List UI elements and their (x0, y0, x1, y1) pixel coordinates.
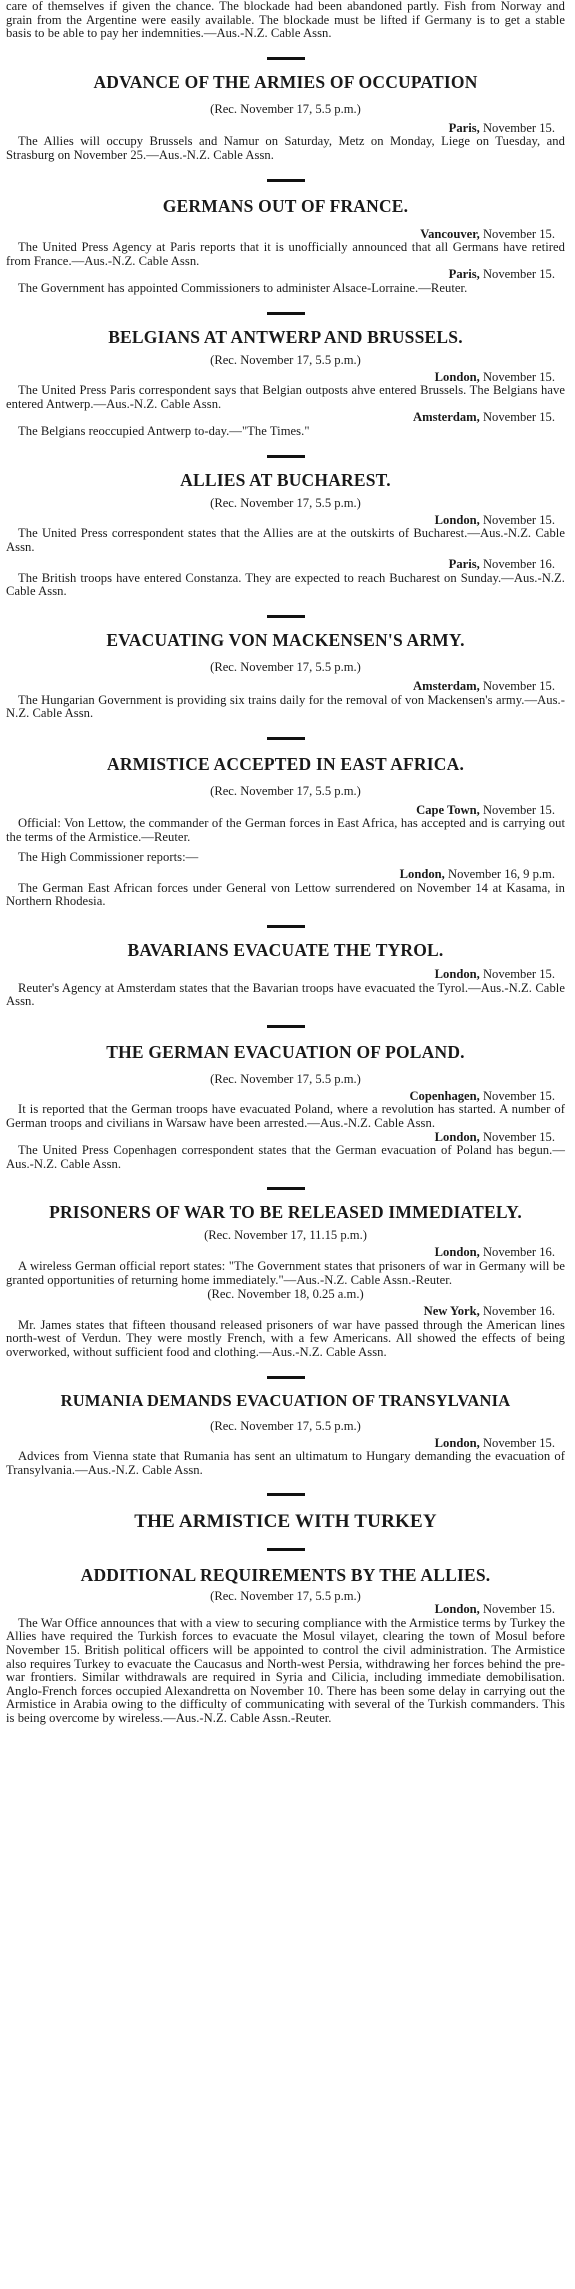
article-paragraph: Mr. James states that fifteen thousand released prisoners of war have passed through the American lines north-west of Verdun. They were mostly French, with a few Americans. All showed the effects of being overworked, without sufficient food and clothing.—Aus.-N.Z. Cable Assn. (6, 1317, 565, 1359)
dateline (6, 1131, 565, 1145)
article-heading: BAVARIANS EVACUATE THE TYROL. (127, 940, 444, 960)
dateline (6, 1305, 565, 1319)
dateline-date: November 15. (482, 369, 555, 384)
dateline (6, 1246, 565, 1260)
article-heading: ARMISTICE ACCEPTED IN EAST AFRICA. (106, 753, 465, 774)
article-paragraph: Reuter's Agency at Amsterdam states that the Bavarian troops have evacuated the Tyrol.—Aus.-N.Z. Cable Assn. (6, 980, 565, 1009)
dateline-date: November 15. (482, 512, 555, 527)
dateline-place: London, (434, 369, 480, 384)
dateline (6, 514, 565, 528)
article-paragraph: The German East African forces under General von Lettow surrendered on November 14 at Kasama, in Northern Rhodesia. (6, 880, 565, 909)
dateline (6, 1603, 565, 1617)
dateline-place: London, (434, 1129, 480, 1144)
dateline-place: London, (434, 1435, 480, 1450)
dateline (6, 268, 565, 282)
article-heading: ADVANCE OF THE ARMIES OF OCCUPATION (93, 71, 478, 92)
article-paragraph: The Hungarian Government is providing six trains daily for the removal of von Mackensen's army.—Aus.-N.Z. Cable Assn. (6, 692, 565, 721)
dateline (6, 804, 565, 818)
dateline-date: November 16. (482, 557, 555, 572)
dateline (6, 868, 565, 882)
dateline-place: Paris, (448, 120, 480, 135)
received-line: (Rec. November 17, 5.5 p.m.) (210, 352, 361, 367)
intro-paragraph: care of themselves if given the chance. The blockade had been abandoned partly. Fish from Norway and grain from the Argentine were easily available. The blockade must be lifted if Germany is to get a stable basis to be able to pay her indemnities.—Aus.-N.Z. Cable Assn. (6, 0, 565, 41)
dateline-date: November 15. (482, 967, 555, 981)
dateline-date: November 16, 9 p.m. (447, 867, 555, 882)
dateline (6, 558, 565, 572)
dateline-date: November 15. (482, 679, 555, 694)
dateline-date: November 15. (482, 410, 555, 425)
article-paragraph: The Government has appointed Commissioners to administer Alsace-Lorraine.—Reuter. (18, 280, 468, 295)
received-line: (Rec. November 17, 5.5 p.m.) (210, 660, 361, 675)
article-paragraph: Official: Von Lettow, the commander of the German forces in East Africa, has accepted and is carrying out the terms of the Armistice.—Reuter. (6, 816, 565, 845)
dateline (6, 122, 565, 136)
dateline-place: Paris, (448, 267, 480, 282)
received-line: (Rec. November 17, 11.15 p.m.) (204, 1228, 367, 1243)
received-line: (Rec. November 17, 5.5 p.m.) (210, 101, 361, 116)
dateline-date: November 15. (482, 120, 555, 135)
article-heading: RUMANIA DEMANDS EVACUATION OF TRANSYLVANIA (60, 1390, 511, 1410)
article-paragraph: The Allies will occupy Brussels and Namur on Saturday, Metz on Monday, Liege on Tuesday, and Strasburg on November 25.—Aus.-N.Z. Cable Assn. (6, 134, 565, 162)
dateline-date: November 16. (482, 1245, 555, 1260)
dateline-place: London, (434, 1602, 480, 1617)
received-line: (Rec. November 17, 5.5 p.m.) (210, 1589, 361, 1604)
dateline (6, 1437, 565, 1451)
dateline (6, 411, 565, 425)
dateline-date: November 15. (482, 267, 555, 282)
dateline-date: November 15. (482, 1088, 555, 1103)
article-paragraph: It is reported that the German troops have evacuated Poland, where a revolution has started. A number of German troops and civilians in Warsaw have been arrested.—Aus.-N.Z. Cable Assn. (6, 1102, 565, 1130)
article-paragraph: The United Press Copenhagen correspondent states that the German evacuation of Poland has begun.—Aus.-N.Z. Cable Assn. (6, 1143, 565, 1171)
dateline (6, 371, 565, 385)
article-heading: GERMANS OUT OF FRANCE. (162, 195, 409, 216)
article-paragraph: The United Press Agency at Paris reports that it is unofficially announced that all Germans have retired from France.—Aus.-N.Z. Cable Assn. (6, 240, 565, 268)
dateline-date: November 16. (482, 1304, 555, 1319)
dateline-place: Cape Town, (416, 802, 480, 817)
dateline-date: November 15. (482, 802, 555, 817)
dateline (6, 1090, 565, 1104)
received-line: (Rec. November 17, 5.5 p.m.) (210, 1071, 361, 1086)
article-paragraph: Advices from Vienna state that Rumania has sent an ultimatum to Hungary demanding the evacuation of Transylvania.—Aus.-N.Z. Cable Assn. (6, 1449, 565, 1477)
dateline (6, 968, 565, 982)
dateline-place: Copenhagen, (409, 1088, 480, 1103)
article-heading: EVACUATING VON MACKENSEN'S ARMY. (106, 630, 465, 651)
dateline-date: November 15. (482, 1602, 555, 1617)
received-line: (Rec. November 18, 0.25 a.m.) (207, 1287, 364, 1302)
article-heading: PRISONERS OF WAR TO BE RELEASED IMMEDIATELY. (49, 1202, 522, 1223)
received-line: (Rec. November 17, 5.5 p.m.) (210, 1418, 361, 1433)
dateline-date: November 15. (482, 1129, 555, 1144)
article-paragraph: The United Press correspondent states that the Allies are at the outskirts of Bucharest.—Aus.-N.Z. Cable Assn. (6, 526, 565, 554)
received-line: (Rec. November 17, 5.5 p.m.) (210, 783, 361, 798)
dateline-place: Amsterdam, (412, 410, 480, 425)
article-subheading: ADDITIONAL REQUIREMENTS BY THE ALLIES. (80, 1565, 491, 1586)
received-line: (Rec. November 17, 5.5 p.m.) (210, 495, 361, 510)
article-paragraph: A wireless German official report states: "The Government states that prisoners of war in Germany will be granted opportunities of returning home immediately."—Aus.-N.Z. Cable Assn.-Reuter. (6, 1258, 565, 1287)
dateline (6, 228, 565, 242)
dateline (6, 680, 565, 694)
article-paragraph: The War Office announces that with a view to securing compliance with the Armistice terms by Turkey the Allies have required the Turkish forces to evacuate the Mosul vilayet, clearing the town of Mosul before November 15. British political officers will be appointed to control the civil administration. The Armistice also requires Turkey to evacuate the Caucasus and North-west Persia, withdrawing her forces behind the pre-war frontiers. Similar withdrawals are required in Syria and Cilicia, including immediate demobilisation. Anglo-French forces occupied Alexandretta on November 10. There has been some delay in carrying out the Armistice in Arabia owing to the difficulty of communicating with several of the Turkish commanders. This is being overcome by wireless.—Aus.-N.Z. Cable Assn.-Reuter. (6, 1615, 565, 1726)
dateline-place: New York, (423, 1304, 480, 1319)
article-heading: THE ARMISTICE WITH TURKEY (134, 1511, 437, 1533)
article-paragraph: The British troops have entered Constanza. They are expected to reach Bucharest on Sunday.—Aus.-N.Z. Cable Assn. (6, 570, 565, 599)
article-heading: THE GERMAN EVACUATION OF POLAND. (106, 1041, 465, 1062)
dateline-date: November 15. (482, 1435, 555, 1450)
dateline-place: Paris, (448, 557, 480, 572)
article-paragraph: The Belgians reoccupied Antwerp to-day.—"The Times." (18, 423, 310, 438)
article-paragraph: The United Press Paris correspondent says that Belgian outposts ahve entered Brussels. The Belgians have entered Antwerp.—Aus.-N.Z. Cable Assn. (6, 383, 565, 411)
dateline-place: Amsterdam, (412, 679, 480, 694)
article-heading: ALLIES AT BUCHAREST. (180, 469, 391, 490)
dateline-place: London, (434, 1245, 480, 1260)
dateline-place: London, (399, 867, 445, 882)
dateline-date: November 15. (482, 226, 555, 241)
article-paragraph: The High Commissioner reports:— (18, 849, 199, 864)
dateline-place: London, (434, 967, 480, 981)
dateline-place: Vancouver, (420, 226, 480, 241)
article-heading: BELGIANS AT ANTWERP AND BRUSSELS. (108, 326, 463, 347)
dateline-place: London, (434, 512, 480, 527)
